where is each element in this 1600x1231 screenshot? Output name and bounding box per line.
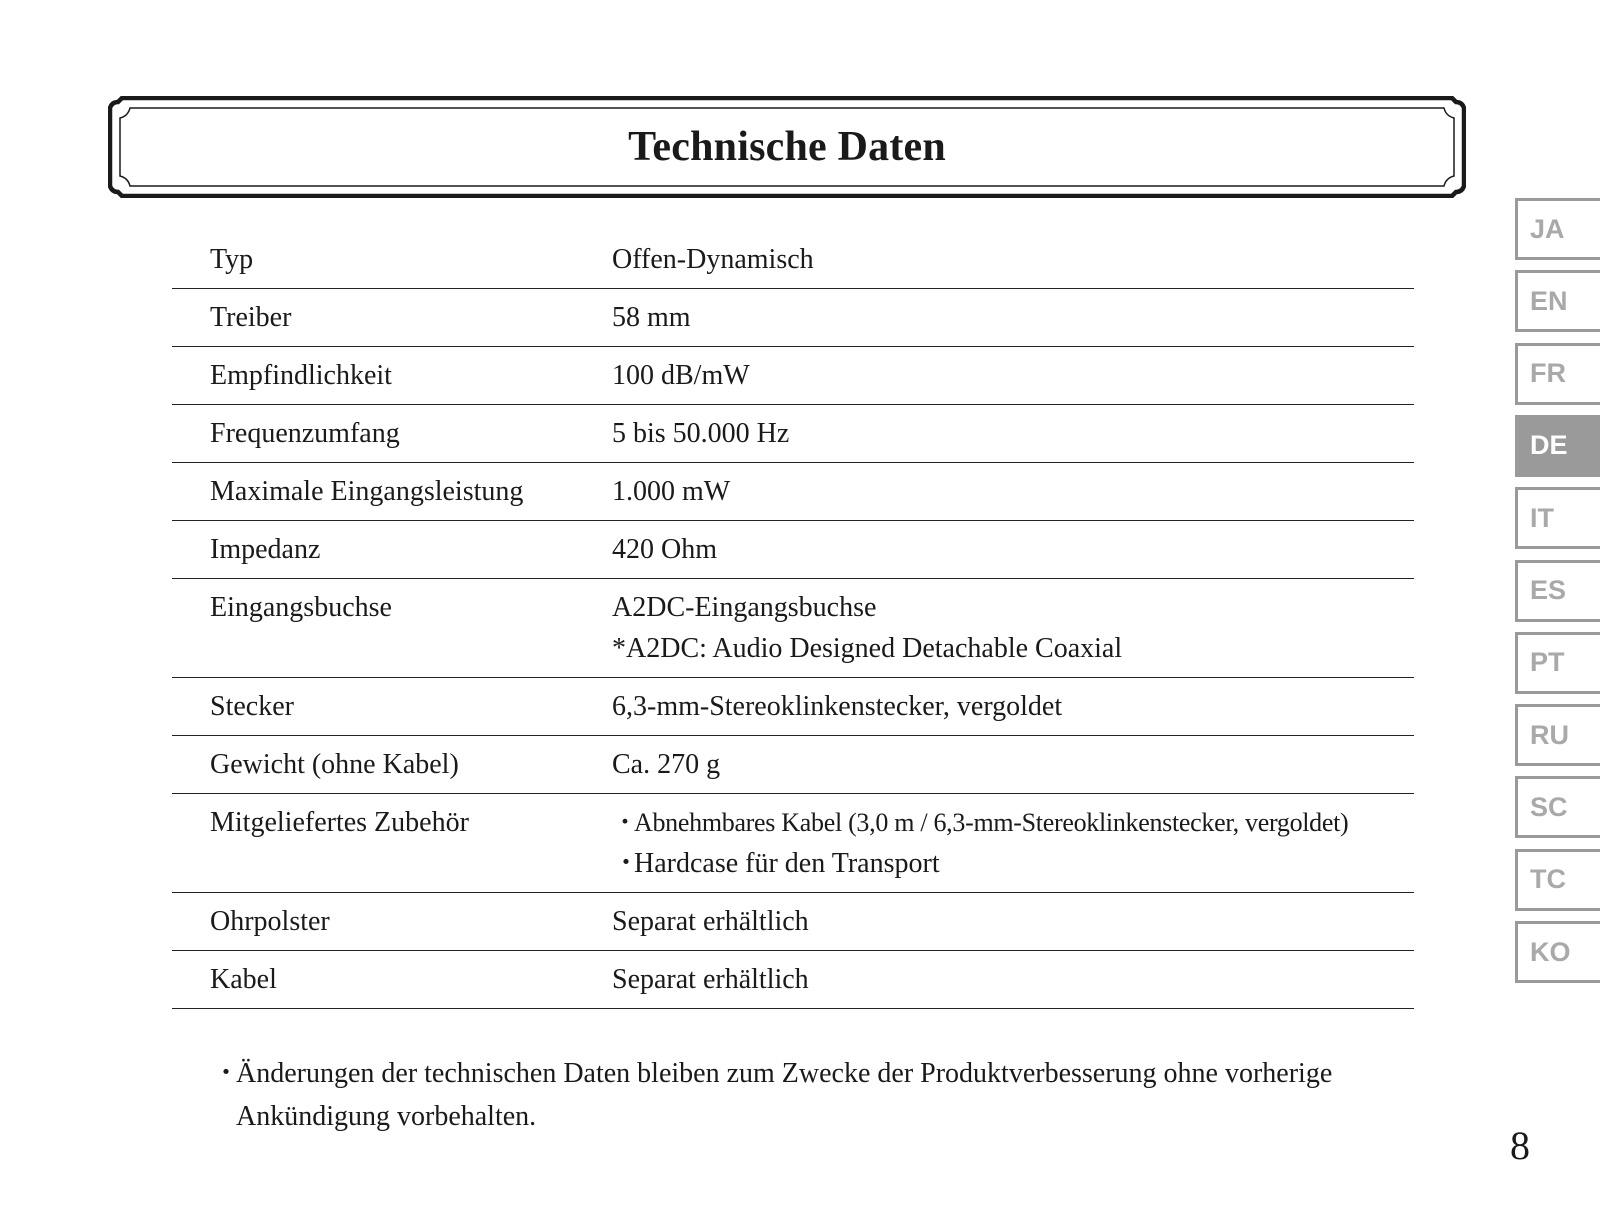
- spec-value: [612, 289, 1414, 347]
- spec-row: [172, 579, 1414, 678]
- spec-value: [612, 678, 1414, 736]
- spec-value: [612, 231, 1414, 289]
- spec-value-line: A2DC-Eingangsbuchse: [612, 592, 877, 623]
- spec-table: [172, 231, 1414, 1009]
- spec-label: Stecker: [172, 678, 612, 736]
- accessory-item: [612, 843, 1414, 884]
- lang-tab-fr[interactable]: FR: [1515, 343, 1600, 405]
- bullet-icon: ・: [612, 808, 638, 837]
- page-number: 8: [1510, 1123, 1530, 1168]
- spec-label: Gewicht (ohne Kabel): [172, 736, 612, 794]
- lang-tab-tc[interactable]: TC: [1515, 849, 1600, 911]
- spec-label: Empfindlichkeit: [172, 347, 612, 405]
- spec-label: Frequenzumfang: [172, 405, 612, 463]
- spec-label: Eingangsbuchse: [172, 579, 612, 678]
- spec-value: [612, 951, 1414, 1009]
- spec-row: [172, 463, 1414, 521]
- lang-tab-ja[interactable]: JA: [1515, 198, 1600, 260]
- spec-row: [172, 678, 1414, 736]
- spec-value: [612, 893, 1414, 951]
- spec-value: [612, 579, 1414, 678]
- spec-label: Ohrpolster: [172, 893, 612, 951]
- spec-value-line: 58 mm: [612, 302, 691, 333]
- spec-value: [612, 347, 1414, 405]
- spec-row: [172, 289, 1414, 347]
- lang-tab-pt[interactable]: PT: [1515, 632, 1600, 694]
- page-title: Technische Daten: [628, 124, 946, 170]
- spec-label: Impedanz: [172, 521, 612, 579]
- footnote: [212, 1052, 1432, 1138]
- lang-tab-ko[interactable]: KO: [1515, 921, 1600, 983]
- lang-tab-ru[interactable]: RU: [1515, 704, 1600, 766]
- spec-value: [612, 463, 1414, 521]
- lang-tab-es[interactable]: ES: [1515, 560, 1600, 622]
- note-text: Änderungen der technischen Daten bleiben zum Zwecke der Produktverbesserung ohne vorherige Ankündigung vorbehalten.: [236, 1058, 1333, 1132]
- spec-value-line: *A2DC: Audio Designed Detachable Coaxial: [612, 633, 1123, 664]
- spec-value-line: 100 dB/mW: [612, 360, 750, 391]
- spec-value: [612, 521, 1414, 579]
- spec-value: [612, 736, 1414, 794]
- accessory-text: Abnehmbares Kabel (3,0 m / 6,3-mm-Stereoklinkenstecker, vergoldet): [634, 808, 1349, 837]
- lang-tab-en[interactable]: EN: [1515, 270, 1600, 332]
- spec-label: Mitgeliefertes Zubehör: [172, 794, 612, 893]
- spec-value-line: Offen-Dynamisch: [612, 244, 814, 275]
- spec-label: Treiber: [172, 289, 612, 347]
- title-frame: [108, 96, 1466, 198]
- spec-row: [172, 893, 1414, 951]
- spec-value: [612, 794, 1414, 893]
- spec-value-line: Separat erhältlich: [612, 906, 809, 937]
- spec-label: Kabel: [172, 951, 612, 1009]
- spec-row: [172, 794, 1414, 893]
- spec-row: [172, 736, 1414, 794]
- spec-value-line: 1.000 mW: [612, 476, 731, 507]
- spec-row: [172, 521, 1414, 579]
- spec-value-line: Ca. 270 g: [612, 749, 721, 780]
- lang-tab-de[interactable]: DE: [1515, 415, 1600, 477]
- spec-row: [172, 347, 1414, 405]
- spec-value-line: 5 bis 50.000 Hz: [612, 418, 790, 449]
- spec-row: [172, 951, 1414, 1009]
- spec-value-line: 6,3-mm-Stereoklinkenstecker, vergoldet: [612, 691, 1063, 722]
- spec-row: [172, 405, 1414, 463]
- lang-tab-it[interactable]: IT: [1515, 487, 1600, 549]
- spec-value: [612, 405, 1414, 463]
- accessory-text: Hardcase für den Transport: [634, 848, 940, 879]
- accessory-item: [612, 802, 1414, 843]
- spec-label: Maximale Eingangsleistung: [172, 463, 612, 521]
- spec-label: Typ: [172, 231, 612, 289]
- lang-tab-sc[interactable]: SC: [1515, 776, 1600, 838]
- spec-value-line: Separat erhältlich: [612, 964, 809, 995]
- spec-value-line: 420 Ohm: [612, 534, 717, 565]
- bullet-icon: ・: [612, 848, 641, 879]
- note-bullet: ・: [212, 1058, 241, 1089]
- spec-row: [172, 231, 1414, 289]
